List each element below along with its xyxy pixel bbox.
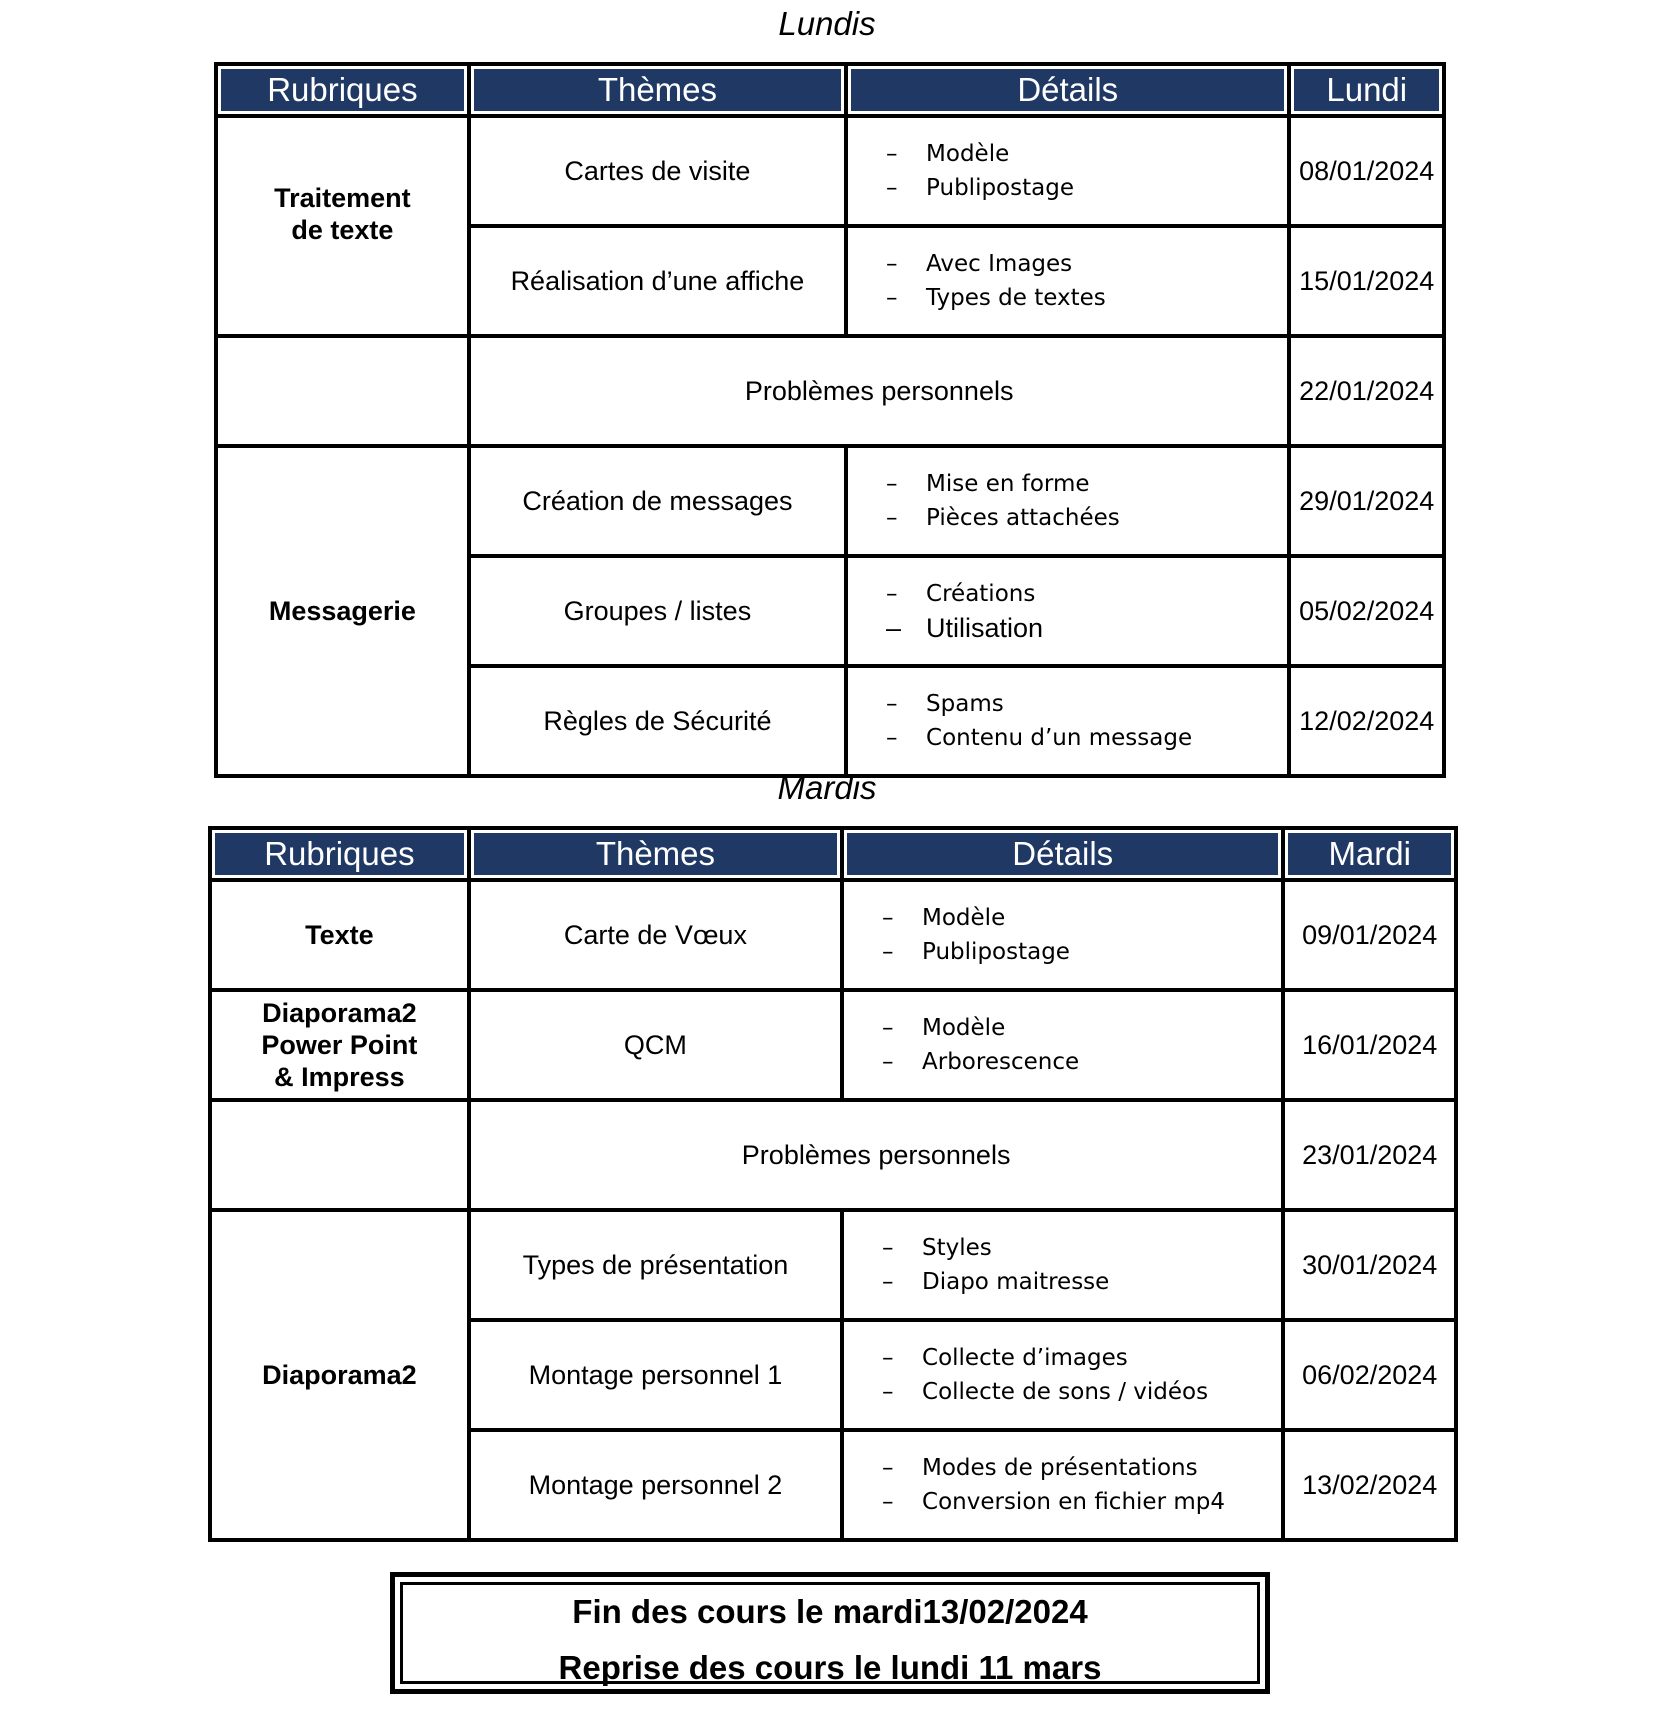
header-themes: Thèmes: [469, 64, 846, 116]
theme-cell: Montage personnel 1: [469, 1320, 842, 1430]
date-cell: 09/01/2024: [1283, 880, 1456, 990]
rubrique-cell: [210, 1100, 469, 1210]
detail-item: – Collecte de sons / vidéos: [882, 1375, 1281, 1409]
table-row: [210, 1210, 1456, 1320]
mardis-table: [208, 826, 1458, 1542]
table-row: [216, 336, 1444, 446]
detail-item: – Pièces attachées: [886, 501, 1287, 535]
notice-box: [390, 1572, 1270, 1694]
theme-cell: Création de messages: [469, 446, 846, 556]
details-cell: [846, 666, 1289, 776]
header-themes: Thèmes: [469, 828, 842, 880]
theme-cell: Types de présentation: [469, 1210, 842, 1320]
details-cell: [842, 880, 1283, 990]
theme-cell: Carte de Vœux: [469, 880, 842, 990]
mardis-title: Mardis: [777, 769, 877, 806]
header-row: [216, 64, 1444, 116]
rubrique-cell: [216, 116, 469, 336]
date-cell: 06/02/2024: [1283, 1320, 1456, 1430]
theme-cell: QCM: [469, 990, 842, 1100]
detail-item: – Styles: [882, 1231, 1281, 1265]
date-cell: 08/01/2024: [1289, 116, 1444, 226]
header-rubriques: Rubriques: [210, 828, 469, 880]
detail-item: – Publipostage: [882, 935, 1281, 969]
detail-item: – Modèle: [882, 901, 1281, 935]
details-cell: [846, 116, 1289, 226]
details-cell: [842, 1320, 1283, 1430]
rubrique-label: Traitement de texte: [274, 183, 411, 245]
rubrique-label: Diaporama2 Power Point & Impress: [261, 998, 418, 1092]
rubrique-cell: Texte: [210, 880, 469, 990]
date-cell: 12/02/2024: [1289, 666, 1444, 776]
detail-item: – Publipostage: [886, 171, 1287, 205]
date-cell: 30/01/2024: [1283, 1210, 1456, 1320]
detail-item: – Avec Images: [886, 247, 1287, 281]
header-day: Mardi: [1283, 828, 1456, 880]
detail-item: – Mise en forme: [886, 467, 1287, 501]
date-cell: 13/02/2024: [1283, 1430, 1456, 1540]
date-cell: 16/01/2024: [1283, 990, 1456, 1100]
date-cell: 23/01/2024: [1283, 1100, 1456, 1210]
date-cell: 05/02/2024: [1289, 556, 1444, 666]
detail-item: – Conversion en fichier mp4: [882, 1485, 1281, 1519]
detail-item: – Utilisation: [886, 611, 1287, 645]
end-of-classes-text: Fin des cours le mardi13/02/2024: [572, 1593, 1088, 1630]
theme-cell: Règles de Sécurité: [469, 666, 846, 776]
table-row: [210, 990, 1456, 1100]
theme-cell: Cartes de visite: [469, 116, 846, 226]
lundis-table: [214, 62, 1446, 778]
details-cell: [842, 990, 1283, 1100]
theme-cell: Groupes / listes: [469, 556, 846, 666]
detail-item: – Collecte d’images: [882, 1341, 1281, 1375]
date-cell: 29/01/2024: [1289, 446, 1444, 556]
detail-item: – Diapo maitresse: [882, 1265, 1281, 1299]
header-day: Lundi: [1289, 64, 1444, 116]
table-row: [216, 116, 1444, 226]
header-details: Détails: [846, 64, 1289, 116]
details-cell: [846, 446, 1289, 556]
details-cell: [846, 226, 1289, 336]
table-row: [210, 1100, 1456, 1210]
resumption-text: Reprise des cours le lundi 11 mars: [558, 1649, 1102, 1686]
details-cell: [846, 556, 1289, 666]
detail-item: – Modes de présentations: [882, 1451, 1281, 1485]
theme-cell: Montage personnel 2: [469, 1430, 842, 1540]
details-cell: [842, 1210, 1283, 1320]
rubrique-cell: [210, 990, 469, 1100]
rubrique-cell: Diaporama2: [210, 1210, 469, 1540]
detail-item: – Types de textes: [886, 281, 1287, 315]
detail-item: – Spams: [886, 687, 1287, 721]
lundis-title: Lundis: [778, 5, 876, 42]
theme-cell: Problèmes personnels: [469, 1100, 1284, 1210]
detail-item: – Modèle: [882, 1011, 1281, 1045]
details-cell: [842, 1430, 1283, 1540]
table-row: [216, 446, 1444, 556]
header-row: [210, 828, 1456, 880]
detail-item: – Modèle: [886, 137, 1287, 171]
date-cell: 15/01/2024: [1289, 226, 1444, 336]
header-details: Détails: [842, 828, 1283, 880]
theme-cell: Problèmes personnels: [469, 336, 1290, 446]
detail-item: – Arborescence: [882, 1045, 1281, 1079]
rubrique-cell: Messagerie: [216, 446, 469, 776]
theme-cell: Réalisation d’une affiche: [469, 226, 846, 336]
table-row: [210, 880, 1456, 990]
notice-inner: [400, 1582, 1260, 1684]
header-rubriques: Rubriques: [216, 64, 469, 116]
rubrique-cell: [216, 336, 469, 446]
detail-item: – Créations: [886, 577, 1287, 611]
date-cell: 22/01/2024: [1289, 336, 1444, 446]
detail-item: – Contenu d’un message: [886, 721, 1287, 755]
